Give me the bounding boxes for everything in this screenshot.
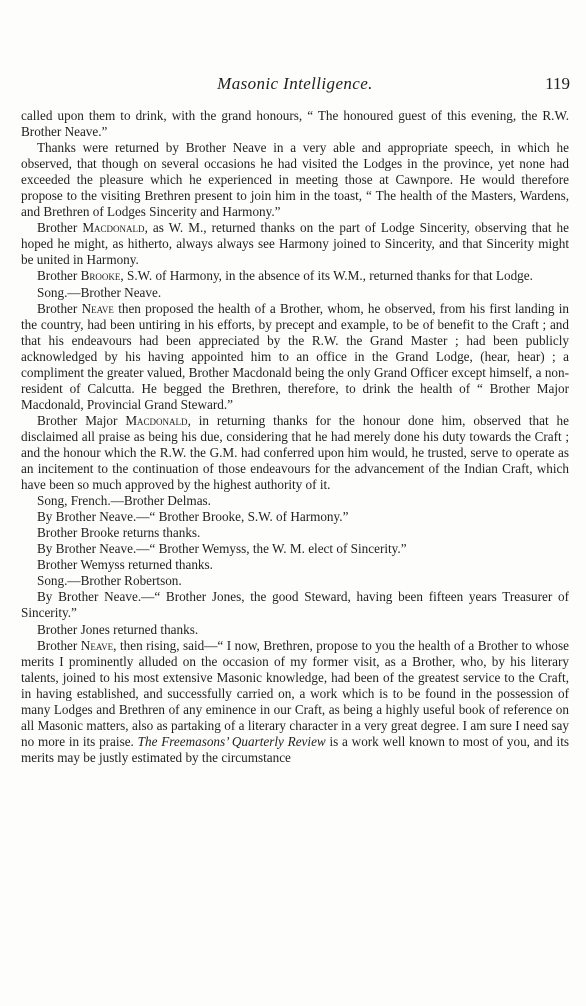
paragraph xyxy=(21,525,569,541)
text-run: is a work well known to most of you, and its merits may be justly estimated by the circumstance xyxy=(21,733,569,765)
paragraph xyxy=(21,622,569,638)
paragraph xyxy=(21,301,569,413)
text-run: By Brother Neave.—“ Brother Brooke, S.W. of Harmony.” xyxy=(37,509,349,525)
small-caps-name: Brooke xyxy=(80,268,121,284)
text-run: By Brother Neave.—“ Brother Wemyss, the W. M. elect of Sincerity.” xyxy=(37,541,407,557)
italic-title: The Freemasons’ Quarterly Review xyxy=(137,733,326,749)
small-caps-name: Neave xyxy=(81,300,114,316)
text-run: Thanks were returned by Brother Neave in a very able and appropriate speech, in which he observed, that though on several occasions he had visited the Lodges in the province, yet none had exceeded the pleasure which he experienced in meeting those at Cawnpore. He would therefore propose to the visiting Brethren present to join him in the toast, “ The health of the Masters, Wardens, and Brethren of Lodges Sincerity and Harmony.” xyxy=(21,140,569,220)
text-run: , as W. M., returned thanks on the part of Lodge Sincerity, observing that he hoped he might, as hitherto, always always see Harmony joined to Sincerity, and that Sincerity might be united in Harmony. xyxy=(21,220,569,268)
text-run: Brother Wemyss returned thanks. xyxy=(37,557,213,573)
text-run: Brother xyxy=(37,220,83,236)
body-text xyxy=(21,108,569,766)
text-run: Brother Brooke returns thanks. xyxy=(37,525,201,541)
running-title: Masonic Intelligence. xyxy=(217,74,373,93)
paragraph xyxy=(21,541,569,557)
text-run: Brother xyxy=(37,300,82,316)
page-number: 119 xyxy=(545,74,570,93)
paragraph xyxy=(21,638,569,766)
text-run: then proposed the health of a Brother, whom, he observed, from his first landing in the country, had been untiring in his efforts, by precept and example, to be of benefit to the Craft ; and that his endeavours had been appreciated by the R.W. the Grand Master ; had been publicly acknowledged by his having appointed him to an office in the Grand Lodge, (hear, hear) ; a compliment the greater valued, Brother Macdonald being the only Grand Officer except himself, a non-resident of Calcutta. He begged the Brethren, therefore, to drink the health of “ Brother Major Macdonald, Provincial Grand Steward.” xyxy=(21,300,569,412)
paragraph xyxy=(21,509,569,525)
paragraph xyxy=(21,589,569,621)
text-run: , S.W. of Harmony, in the absence of its W.M., returned thanks for that Lodge. xyxy=(120,268,533,284)
paragraph xyxy=(21,108,569,140)
text-run: Brother Major xyxy=(37,412,126,428)
small-caps-name: Macdonald xyxy=(125,412,188,428)
text-run: Brother xyxy=(37,637,81,653)
text-run: Brother xyxy=(37,268,81,284)
paragraph xyxy=(21,573,569,589)
text-run: Song.—Brother Neave. xyxy=(37,284,162,300)
text-run: called upon them to drink, with the grand honours, “ The honoured guest of this evening, the R.W. Brother Neave.” xyxy=(21,108,569,140)
page-header xyxy=(20,74,570,98)
paragraph xyxy=(21,413,569,493)
paragraph xyxy=(21,557,569,573)
paragraph xyxy=(21,268,569,284)
text-run: Song, French.—Brother Delmas. xyxy=(37,493,211,509)
paragraph xyxy=(21,140,569,220)
small-caps-name: Neave xyxy=(80,637,114,653)
text-run: , in returning thanks for the honour done him, observed that he disclaimed all praise as being his due, considering that he had merely done his duty towards the Craft ; and the honour which the R.W. the G.M. had conferred upon him would, he trusted, serve to operate as an incitement to the continuation of those endeavours for the advancement of the Indian Craft, which have been so much approved by the highest authority of it. xyxy=(21,412,569,493)
paragraph xyxy=(21,220,569,268)
paragraph xyxy=(21,285,569,301)
text-run: By Brother Neave.—“ Brother Jones, the good Steward, having been fifteen years Treasurer of Sincerity.” xyxy=(21,589,569,621)
paragraph xyxy=(21,493,569,509)
small-caps-name: Macdonald xyxy=(82,220,145,236)
text-run: , then rising, said—“ I now, Brethren, propose to you the health of a Brother to whose merits I prominently alluded on the occasion of my former visit, as a Brother, who, by his literary talents, joined to his most extensive Masonic knowledge, had been of the greatest service to the Craft, in having established, and successfully carried on, a work which is to be found in the possession of many Lodges and Brethren of any eminence in our Craft, as being a highly useful book of reference on all Masonic matters, also as partaking of a literary character in a very great degree. I am sure I need say no more in its praise. xyxy=(21,637,569,749)
text-run: Brother Jones returned thanks. xyxy=(37,621,199,637)
text-run: Song.—Brother Robertson. xyxy=(37,573,182,589)
